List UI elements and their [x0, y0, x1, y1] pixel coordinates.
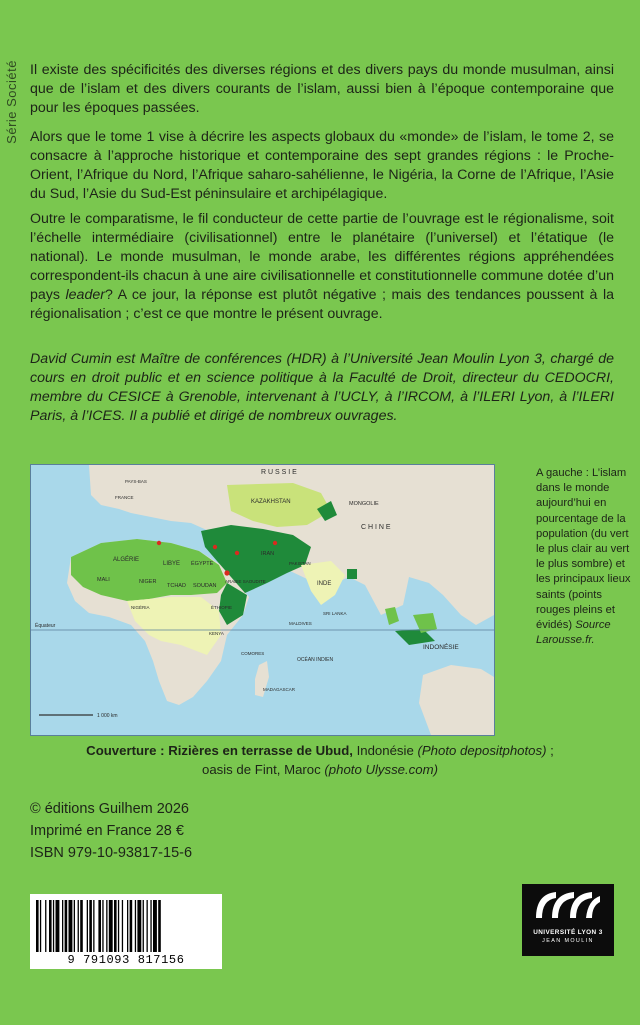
- barcode-bar: [53, 900, 54, 952]
- map-caption: [536, 466, 632, 648]
- barcode-number: 9 791093 817156: [67, 953, 185, 967]
- cover-credit-photo: (Photo depositphotos): [417, 743, 547, 758]
- label-libye: LIBYE: [163, 561, 181, 567]
- holy-site-mecca: [224, 570, 229, 575]
- volume-paragraph: Alors que le tome 1 vise à décrire les aspects globaux du «monde» de l’islam, le tome 2, se consacre à l’approche historique et contemporaine des sept grandes régions : le Proche-Orient, l’Afrique du Nord, l’Afrique saharo-sahélienne, le Nigéria, la Corne de l’Afrique, l’Asie du Sud, l’Asie du Sud-Est péninsulaire et archipélagique.: [30, 129, 614, 202]
- barcode-bar: [62, 900, 63, 952]
- barcode-bar: [150, 900, 151, 952]
- barcode-bar: [102, 900, 103, 952]
- label-iran: IRAN: [261, 551, 275, 557]
- label-egypte: ÉGYPTE: [191, 561, 214, 567]
- barcode-bar: [74, 900, 75, 952]
- map-zone-bangladesh: [347, 569, 357, 579]
- scale-label: 1 000 km: [97, 713, 118, 719]
- label-russie: R U S S I E: [261, 469, 297, 476]
- map-land-australia: [419, 665, 494, 735]
- barcode-bar: [87, 900, 88, 952]
- caption-source: Source Larousse.fr.: [536, 619, 611, 647]
- barcode-bar: [40, 900, 41, 952]
- label-inde: INDE: [317, 581, 332, 587]
- barcode-bar: [118, 900, 119, 952]
- regionalism-paragraph: [30, 210, 614, 324]
- barcode-bar: [106, 900, 107, 952]
- author-bio: David Cumin est Maître de conférences (HDR) à l’Université Jean Moulin Lyon 3, chargé de cours en droit public et en science politique à la Faculté de Droit, directeur du CEDOCRI, membre du CESICE à Grenoble, intervenant à l’UCLY, à l’IRCOM, à l’ILERI Lyon, à l’ILERI Paris, à l’ICES. Il a publié et dirigé de nombreux ouvrages.: [30, 351, 614, 424]
- cover-credit-bold: Couverture : Rizières en terrasse de Ubud,: [86, 743, 353, 758]
- logo-arches-icon: [522, 884, 614, 928]
- barcode-bar: [122, 900, 123, 952]
- holy-site-kairouan: [157, 541, 161, 545]
- barcode-bar: [78, 900, 79, 952]
- barcode-bar: [147, 900, 148, 952]
- label-madagascar: MADAGASCAR: [263, 687, 296, 692]
- cover-credit-place: Indonésie: [352, 743, 418, 758]
- cover-credit-photo2: (photo Ulysse.com): [324, 762, 438, 777]
- barcode-bar: [65, 900, 68, 952]
- islam-world-map: [30, 464, 495, 736]
- barcode-bar: [137, 900, 141, 952]
- holy-site-karbala: [235, 551, 239, 555]
- barcode-bar: [80, 900, 83, 952]
- barcode-bar: [89, 900, 92, 952]
- barcode: [30, 894, 222, 969]
- label-kazakhstan: KAZAKHSTAN: [251, 499, 291, 505]
- label-algerie: ALGÉRIE: [113, 557, 140, 563]
- university-logo: [522, 884, 614, 956]
- label-pays-bas: PAYS-BAS: [125, 479, 147, 484]
- publisher-info: [30, 798, 192, 864]
- label-comores: COMORES: [241, 651, 265, 656]
- barcode-bar: [130, 900, 133, 952]
- label-sri-lanka: SRI LANKA: [323, 611, 347, 616]
- cover-credits-line1: [0, 741, 640, 760]
- barcode-bar: [135, 900, 136, 952]
- copyright: © éditions Guilhem 2026: [30, 801, 189, 817]
- barcode-bar: [158, 900, 161, 952]
- barcode-bar: [49, 900, 52, 952]
- barcode-bar: [114, 900, 117, 952]
- regionalism-text-b: ? A ce jour, la réponse est plutôt négative ; mais des tendances poussent à la régionalisation ; c’est ce que montre le présent ouvrage.: [30, 287, 614, 322]
- regionalism-text-a: Outre le comparatisme, le fil conducteur de cette partie de l’ouvrage est le régionalisme, soit l’échelle intermédiaire (civilisationnel) entre le planétaire (l’universel) et l’étatique (le national). Le monde musulman, le monde arabe, les différentes régions appréhendées correspondent-ils chacun à une aire civilisationnelle et constitutionnelle commune dotée d’un pays: [30, 211, 614, 303]
- holy-site-jerusalem: [213, 545, 217, 549]
- barcode-bar: [127, 900, 128, 952]
- barcode-bars: [30, 894, 222, 954]
- barcode-bar: [45, 900, 46, 952]
- barcode-bar: [98, 900, 101, 952]
- barcode-bar: [56, 900, 60, 952]
- label-indonesie: INDONÉSIE: [423, 644, 459, 651]
- series-label: Série Société: [4, 60, 19, 144]
- cover-credit-end: ;: [546, 743, 554, 758]
- barcode-bar: [93, 900, 94, 952]
- barcode-bar: [109, 900, 113, 952]
- intro-paragraph: Il existe des spécificités des diverses régions et des divers pays du monde musulman, ainsi que de l’islam et des divers courants de l’islam, aussi bien à l’époque contemporaine que pour les époques passées.: [30, 62, 614, 116]
- cover-credit-place2: oasis de Fint, Maroc: [201, 762, 325, 777]
- label-arabie: ARABIE SAOUDITE: [225, 579, 266, 584]
- logo-subtitle: JEAN MOULIN: [542, 938, 594, 944]
- label-equateur: Équateur: [35, 623, 56, 629]
- label-nigeria: NIGÉRIA: [131, 605, 150, 610]
- label-ocean-indien: OCÉAN INDIEN: [297, 657, 334, 663]
- label-chine: C H I N E: [361, 524, 391, 531]
- barcode-bar: [36, 900, 39, 952]
- label-mongolie: MONGOLIE: [349, 501, 379, 507]
- label-mali: MALI: [97, 577, 110, 583]
- barcode-bar: [153, 900, 157, 952]
- cover-credits-line2: [0, 760, 640, 779]
- label-maldives: MALDIVES: [289, 621, 312, 626]
- isbn: ISBN 979-10-93817-15-6: [30, 845, 193, 861]
- barcode-bar: [69, 900, 73, 952]
- label-pakistan: PAKISTAN: [289, 561, 311, 566]
- printed-price: Imprimé en France 28 €: [30, 823, 184, 839]
- map-graphic: [31, 465, 494, 735]
- label-kenya: KENYA: [209, 631, 224, 636]
- label-tchad: TCHAD: [167, 583, 186, 589]
- label-ethiopie: ÉTHIOPIE: [211, 605, 233, 610]
- holy-site-mashhad: [273, 541, 277, 545]
- barcode-bar: [143, 900, 144, 952]
- label-niger: NIGER: [139, 579, 157, 585]
- label-france: FRANCE: [115, 495, 134, 500]
- caption-text: A gauche : L’islam dans le monde aujourd’hui en pourcentage de la population (du vert le plus clair au vert le plus sombre) et les principaux lieux saints (points rouges pleins et évidés): [536, 467, 631, 632]
- logo-name: UNIVERSITÉ LYON 3: [533, 929, 603, 936]
- leader-word: leader: [65, 287, 105, 303]
- label-soudan: SOUDAN: [193, 583, 217, 589]
